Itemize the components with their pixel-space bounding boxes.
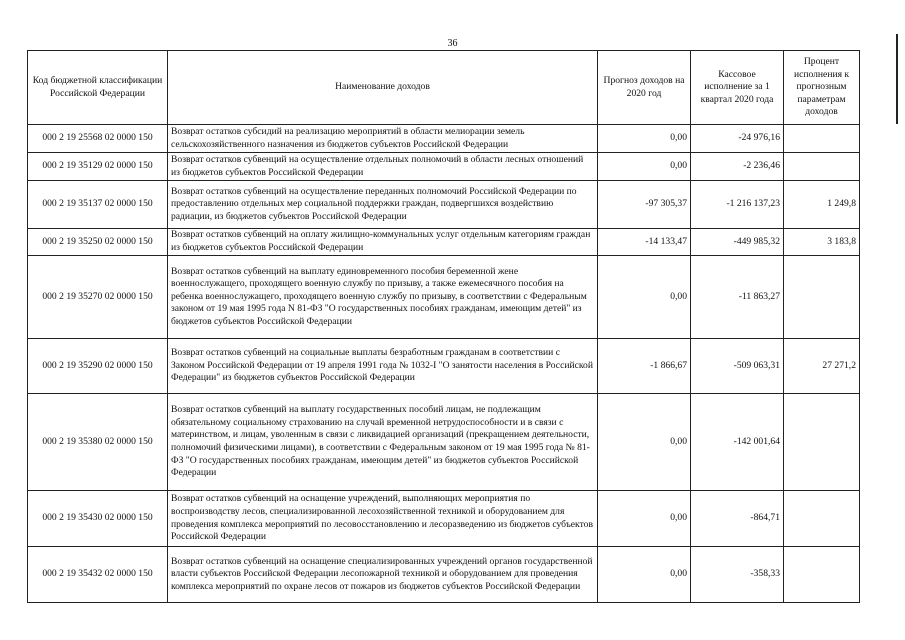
table-row — [28, 256, 860, 339]
row-name: Возврат остатков субвенций на социальные выплаты безработным гражданам в соответствии с Законом Российской Федерации от 19 апреля 1991 года № 1032-I "О занятости населения в Российской Федерации" из бюджетов субъектов Российской Федерации — [168, 339, 598, 394]
row-execution: -358,33 — [691, 547, 784, 603]
row-percent — [784, 491, 860, 547]
table-row — [28, 125, 860, 153]
table-row — [28, 181, 860, 229]
row-code: 000 2 19 35270 02 0000 150 — [28, 256, 168, 339]
table-row — [28, 339, 860, 394]
row-code: 000 2 19 35250 02 0000 150 — [28, 229, 168, 256]
row-percent — [784, 256, 860, 339]
row-forecast: -14 133,47 — [598, 229, 691, 256]
row-code: 000 2 19 35129 02 0000 150 — [28, 153, 168, 181]
row-forecast: 0,00 — [598, 153, 691, 181]
row-name: Возврат остатков субвенций на выплату единовременного пособия беременной жене военнослужащего, проходящего военную службу по призыву, а также ежемесячного пособия на ребенка военнослужащего, проходящего военную службу по призыву, в соответствии с Федеральным законом от 19 мая 1995 года N 81-ФЗ "О государственных пособиях гражданам, имеющим детей" из бюджетов субъектов Российской Федерации — [168, 256, 598, 339]
row-percent — [784, 125, 860, 153]
table-row — [28, 491, 860, 547]
row-execution: -142 001,64 — [691, 394, 784, 491]
row-name: Возврат остатков субвенций на оплату жилищно-коммунальных услуг отдельным категориям граждан из бюджетов субъектов Российской Федерации — [168, 229, 598, 256]
header-percent: Процент исполнения к прогнозным параметрам доходов — [784, 51, 860, 125]
row-code: 000 2 19 35430 02 0000 150 — [28, 491, 168, 547]
row-execution: -864,71 — [691, 491, 784, 547]
row-name: Возврат остатков субвенций на оснащение учреждений, выполняющих мероприятия по воспроизводству лесов, специализированной лесохозяйственной техникой и оборудованием для проведения комплекса мероприятий по лесовосстановлению и лесоразведению из бюджетов субъектов Российской Федерации — [168, 491, 598, 547]
row-forecast: -1 866,67 — [598, 339, 691, 394]
header-execution: Кассовое исполнение за 1 квартал 2020 года — [691, 51, 784, 125]
row-execution: -1 216 137,23 — [691, 181, 784, 229]
row-execution: -2 236,46 — [691, 153, 784, 181]
page-number: 36 — [447, 38, 458, 49]
row-percent: 1 249,8 — [784, 181, 860, 229]
table-row — [28, 547, 860, 603]
row-percent — [784, 153, 860, 181]
header-name: Наименование доходов — [168, 51, 598, 125]
row-code: 000 2 19 35380 02 0000 150 — [28, 394, 168, 491]
header-code: Код бюджетной классификации Российской Федерации — [28, 51, 168, 125]
row-execution: -449 985,32 — [691, 229, 784, 256]
row-execution: -11 863,27 — [691, 256, 784, 339]
row-percent — [784, 394, 860, 491]
row-forecast: -97 305,37 — [598, 181, 691, 229]
table-row — [28, 229, 860, 256]
row-code: 000 2 19 25568 02 0000 150 — [28, 125, 168, 153]
row-forecast: 0,00 — [598, 125, 691, 153]
row-name: Возврат остатков субвенций на осуществление отдельных полномочий в области лесных отношений из бюджетов субъектов Российской Федерации — [168, 153, 598, 181]
row-forecast: 0,00 — [598, 547, 691, 603]
table-row — [28, 394, 860, 491]
row-forecast: 0,00 — [598, 256, 691, 339]
row-execution: -24 976,16 — [691, 125, 784, 153]
header-forecast: Прогноз доходов на 2020 год — [598, 51, 691, 125]
row-name: Возврат остатков субсидий на реализацию мероприятий в области мелиорации земель сельскохозяйственного назначения из бюджетов субъектов Российской Федерации — [168, 125, 598, 153]
row-name: Возврат остатков субвенций на осуществление переданных полномочий Российской Федерации по предоставлению отдельных мер социальной поддержки граждан, подвергшихся воздействию радиации, из бюджетов субъектов Российской Федерации — [168, 181, 598, 229]
row-execution: -509 063,31 — [691, 339, 784, 394]
row-name: Возврат остатков субвенций на оснащение специализированных учреждений органов государственной власти субъектов Российской Федерации лесопожарной техникой и оборудованием для проведения комплекса мероприятий по охране лесов от пожаров из бюджетов субъектов Российской Федерации — [168, 547, 598, 603]
table-row — [28, 153, 860, 181]
row-code: 000 2 19 35432 02 0000 150 — [28, 547, 168, 603]
row-percent — [784, 547, 860, 603]
row-percent: 3 183,8 — [784, 229, 860, 256]
row-name: Возврат остатков субвенций на выплату государственных пособий лицам, не подлежащим обязательному социальному страхованию на случай временной нетрудоспособности и в связи с материнством, и лицам, уволенным в связи с ликвидацией организаций (прекращением деятельности, полномочий физическими лицами), в соответствии с Федеральным законом от 19 мая 1995 года № 81-ФЗ "О государственных пособиях гражданам, имеющим детей" из бюджетов субъектов Российской Федерации — [168, 394, 598, 491]
row-code: 000 2 19 35290 02 0000 150 — [28, 339, 168, 394]
header-row — [28, 51, 860, 125]
row-forecast: 0,00 — [598, 394, 691, 491]
income-table — [27, 50, 860, 603]
row-forecast: 0,00 — [598, 491, 691, 547]
margin-rule — [896, 34, 898, 124]
row-code: 000 2 19 35137 02 0000 150 — [28, 181, 168, 229]
row-percent: 27 271,2 — [784, 339, 860, 394]
